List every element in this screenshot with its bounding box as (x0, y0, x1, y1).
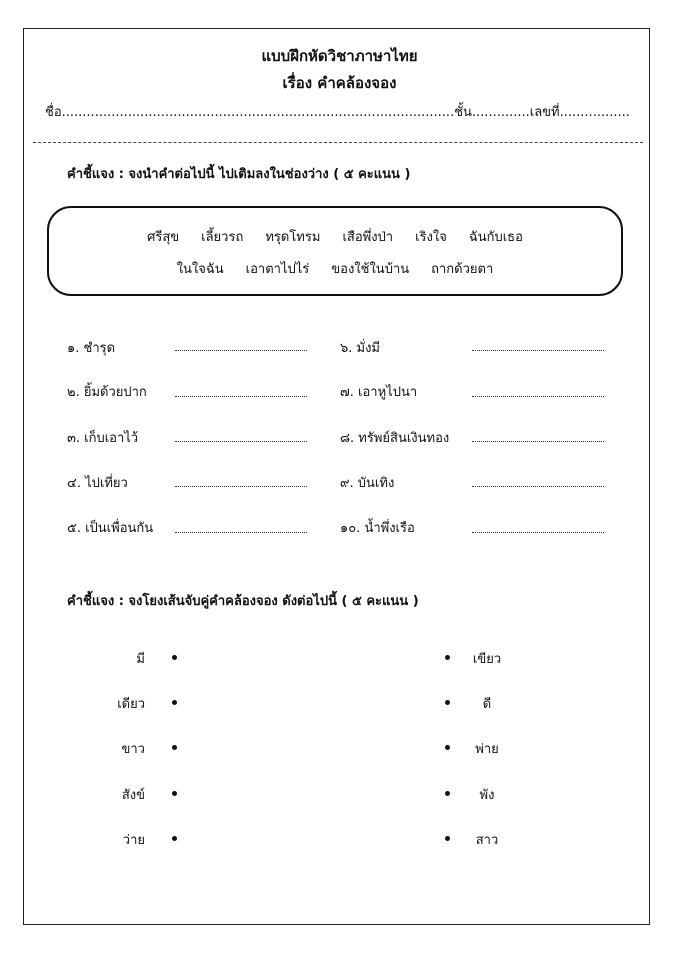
match-right-dot[interactable] (445, 745, 450, 750)
answer-blank[interactable] (472, 396, 604, 397)
answer-blank[interactable] (175, 486, 307, 487)
match-left-word: สังข์ (121, 788, 145, 803)
match-right-word: สาว (475, 833, 499, 848)
answer-blank[interactable] (472, 350, 604, 351)
match-right-word: ดี (482, 697, 492, 712)
word-bank-item: ของใช้ในบ้าน (331, 262, 410, 277)
match-left-dot[interactable] (172, 700, 177, 705)
word-bank-row-2 (49, 258, 621, 279)
student-info-line: ชื่อ...............................................................................................ชั้น..............เลขที่................. (45, 105, 630, 120)
fill-item-label: ๗. เอาหูไปนา (340, 385, 418, 400)
match-left-word: เดียว (117, 697, 145, 712)
word-bank-item: เสือพึ่งป่า (342, 230, 394, 245)
match-left-dot[interactable] (172, 836, 177, 841)
fill-item-label: ๒. ยิ้มด้วยปาก (67, 385, 147, 400)
match-left-word: ว่าย (122, 833, 145, 848)
match-right-word: เขียว (472, 652, 502, 667)
fill-item-label: ๑. ชำรุด (67, 341, 116, 356)
instruction-fill-blank: คำชี้แจง : จงนำคำต่อไปนี้ ไปเติมลงในช่องว่าง ( ๕ คะแนน ) (67, 167, 411, 182)
match-right-word: พ่าย (475, 742, 499, 757)
fill-item-label: ๑๐. น้ำพึ่งเรือ (340, 521, 415, 536)
cut-line-divider (33, 142, 643, 143)
fill-item-label: ๓. เก็บเอาไว้ (67, 431, 139, 446)
answer-blank[interactable] (175, 350, 307, 351)
instruction-matching: คำชี้แจง : จงโยงเส้นจับคู่คำคล้องจอง ดังต่อไปนี้ ( ๕ คะแนน ) (67, 594, 419, 609)
word-bank-item: ทรุดโทรม (265, 230, 321, 245)
match-left-dot[interactable] (172, 745, 177, 750)
match-left-dot[interactable] (172, 655, 177, 660)
fill-item-label: ๔. ไปเที่ยว (67, 476, 128, 491)
match-left-word: ขาว (121, 742, 145, 757)
worksheet-title: แบบฝึกหัดวิชาภาษาไทย (261, 47, 418, 65)
fill-item-label: ๖. มั่งมี (340, 341, 381, 356)
fill-item-label: ๘. ทรัพย์สินเงินทอง (340, 431, 450, 446)
word-bank-item: ฉันกับเธอ (468, 230, 523, 245)
match-right-dot[interactable] (445, 655, 450, 660)
word-bank-item: ศรีสุข (147, 230, 180, 245)
match-left-word: มี (136, 652, 145, 667)
word-bank-item: เอาตาไปไร่ (245, 262, 310, 277)
word-bank-item: ในใจฉัน (176, 262, 224, 277)
answer-blank[interactable] (175, 532, 307, 533)
match-right-dot[interactable] (445, 791, 450, 796)
word-bank-item: เลี้ยวรถ (201, 230, 244, 245)
answer-blank[interactable] (472, 532, 604, 533)
fill-item-label: ๙. บันเทิง (340, 476, 395, 491)
match-left-dot[interactable] (172, 791, 177, 796)
match-right-word: พัง (479, 788, 495, 803)
word-bank-item: เริงใจ (415, 230, 447, 245)
word-bank-item: ถากด้วยตา (431, 262, 494, 277)
worksheet-subtitle: เรื่อง คำคล้องจอง (282, 74, 397, 92)
answer-blank[interactable] (175, 396, 307, 397)
answer-blank[interactable] (472, 441, 604, 442)
word-bank-row-1 (49, 226, 621, 247)
match-right-dot[interactable] (445, 836, 450, 841)
answer-blank[interactable] (472, 486, 604, 487)
match-right-dot[interactable] (445, 700, 450, 705)
answer-blank[interactable] (175, 441, 307, 442)
word-bank-box (47, 206, 623, 296)
fill-item-label: ๕. เป็นเพื่อนกัน (67, 521, 154, 536)
